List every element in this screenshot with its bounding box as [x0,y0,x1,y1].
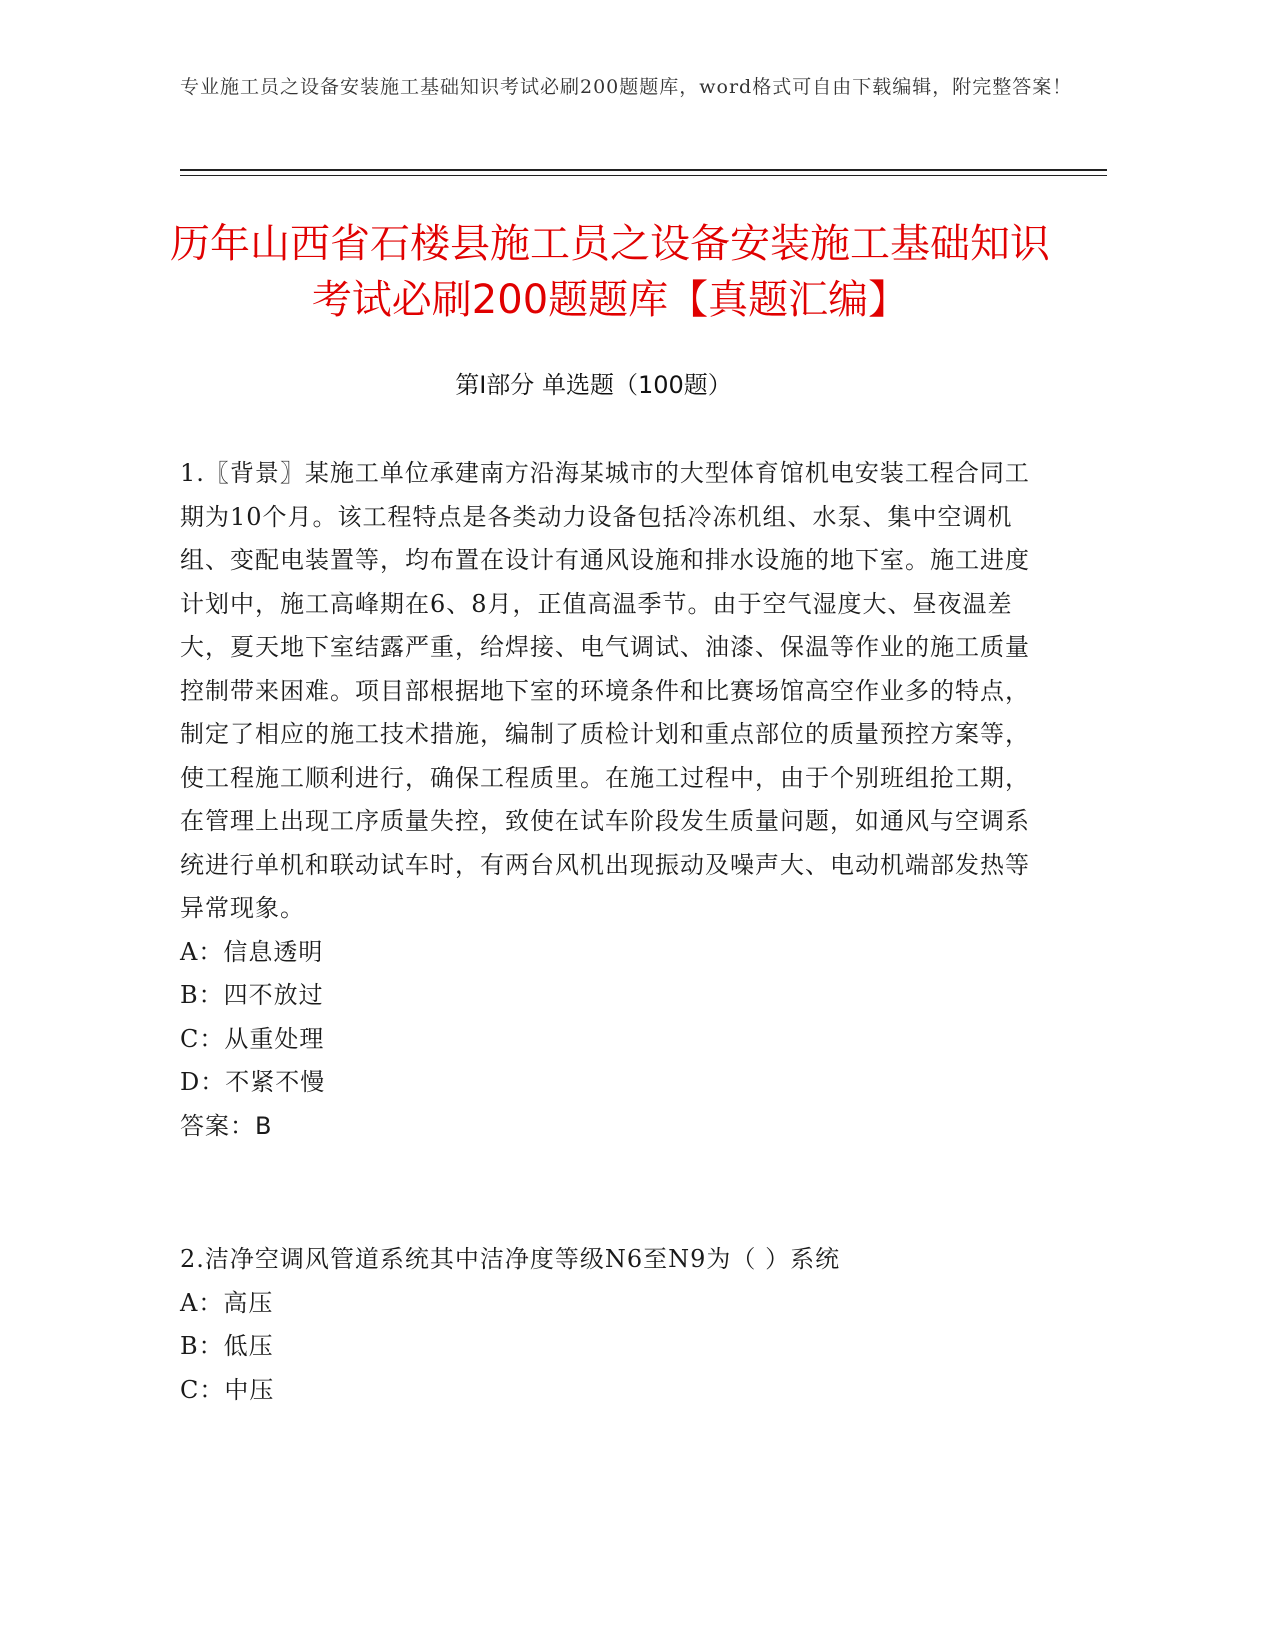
question-stem: 1.〖背景〗某施工单位承建南方沿海某城市的大型体育馆机电安装工程合同工期为10个月。该工程特点是各类动力设备包括冷冻机组、水泵、集中空调机组、变配电装置等，均布置在设计有通风设施和排水设施的地下室。施工进度计划中，施工高峰期在6、8月，正值高温季节。由于空气湿度大、昼夜温差大，夏天地下室结露严重，给焊接、电气调试、油漆、保温等作业的施工质量控制带来困难。项目部根据地下室的环境条件和比赛场馆高空作业多的特点，制定了相应的施工技术措施，编制了质检计划和重点部位的质量预控方案等，使工程施工顺利进行，确保工程质里。在施工过程中，由于个别班组抢工期，在管理上出现工序质量失控，致使在试车阶段发生质量问题，如通风与空调系统进行单机和联动试车时，有两台风机出现振动及噪声大、电动机端部发热等异常现象。 [180,459,1030,922]
header-divider-thin [180,175,1107,176]
header-divider-thick [180,169,1107,171]
option-a: A：高压 [180,1288,274,1317]
answer: 答案：B [180,1111,273,1140]
option-b: B：四不放过 [180,981,324,1009]
question-1 [180,452,1035,1148]
document-title: 历年山西省石楼县施工员之设备安装施工基础知识考试必刷200题题库【真题汇编】 [170,221,1050,323]
option-a: A：信息透明 [180,937,324,966]
option-c: C：中压 [180,1375,275,1404]
option-b: B：低压 [180,1332,274,1360]
option-c: C：从重处理 [180,1024,325,1053]
question-2 [180,1238,1035,1412]
option-d: D：不紧不慢 [180,1068,326,1096]
section-title: 第Ⅰ部分 单选题（100题） [455,371,732,399]
header-note: 专业施工员之设备安装施工基础知识考试必刷200题题库，word格式可自由下载编辑，附完整答案！ [180,76,1073,98]
question-stem: 2.洁净空调风管道系统其中洁净度等级N6至N9为（ ）系统 [180,1245,841,1273]
